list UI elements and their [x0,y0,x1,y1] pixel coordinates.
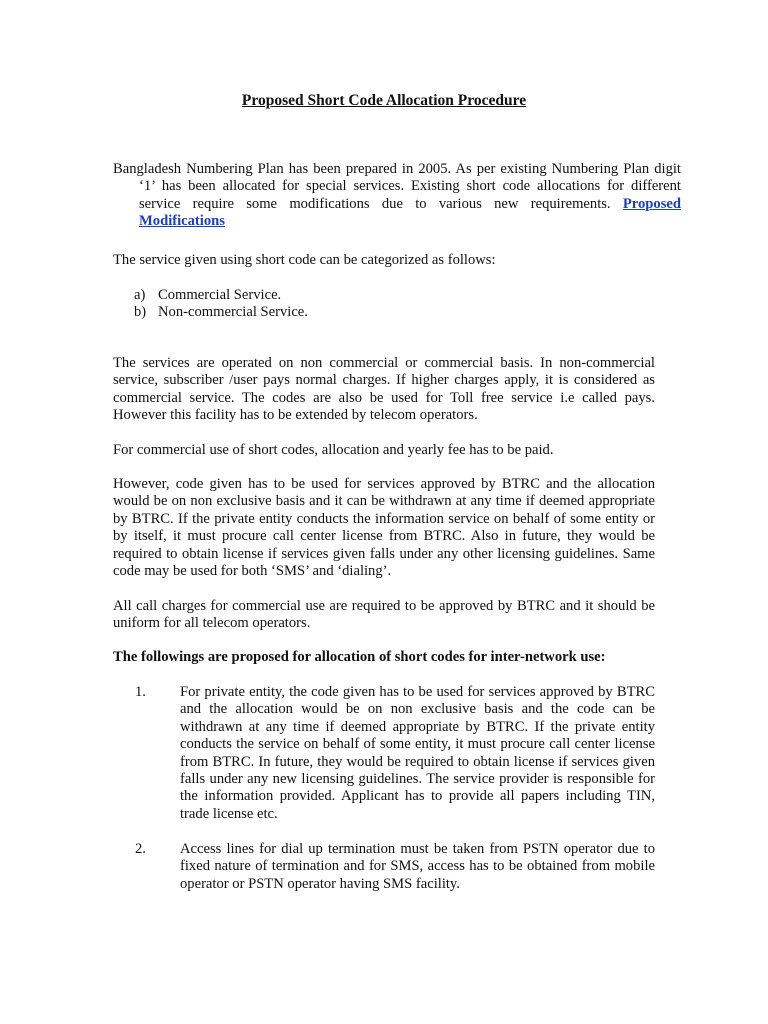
proposals-heading: The followings are proposed for allocation of short codes for inter-network use: [113,649,606,665]
proposal-text: Access lines for dial up termination must be taken from PSTN operator due to fixed nature of termination and for SMS, access has to be obtained from mobile operator or PSTN operator having SMS facility. [180,841,655,892]
proposal-number: 1. [135,684,146,700]
approval-paragraph: However, code given has to be used for services approved by BTRC and the allocation would be on non exclusive basis and it can be withdrawn at any time if deemed appropriate by BTRC. If the private entity conducts the information service on behalf of some entity or by itself, it must procure call center license from BTRC. Also in future, they would be required to obtain license if services given falls under any other licensing guidelines. Same code may be used for both ‘SMS’ and ‘dialing’. [113,476,655,580]
proposal-item-2 [113,841,655,893]
list-item [134,304,308,321]
proposal-text: For private entity, the code given has to be used for services approved by BTRC and the allocation would be on non exclusive basis and the code can be withdrawn at any time if deemed appropriate by BTRC. If the private entity conducts the service on behalf of some entity, it must procure call center license from BTRC. In future, they would be required to obtain license if services given falls under any new licensing guidelines. The service provider is responsible for the information provided. Applicant has to provide all papers including TIN, trade license etc. [180,684,655,822]
charges-paragraph: All call charges for commercial use are required to be approved by BTRC and it should be uniform for all telecom operators. [113,598,655,632]
list-marker: a) [134,287,146,303]
intro-paragraph [113,161,681,231]
categories-intro: The service given using short code can be categorized as follows: [113,252,496,268]
proposal-item-1 [113,684,655,823]
fee-paragraph: For commercial use of short codes, allocation and yearly fee has to be paid. [113,442,554,458]
categories-list [134,287,308,322]
proposal-number: 2. [135,841,146,857]
basis-paragraph: The services are operated on non commercial or commercial basis. In non-commercial service, subscriber /user pays normal charges. If higher charges apply, it is considered as commercial service. The codes are also be used for Toll free service i.e called pays. However this facility has to be extended by telecom operators. [113,355,655,424]
document-title: Proposed Short Code Allocation Procedure [241,92,527,109]
list-item [134,287,308,304]
list-item-label: Commercial Service. [158,287,282,303]
proposed-modifications-link[interactable]: Proposed Modifications [139,195,681,230]
list-item-label: Non-commercial Service. [158,304,308,321]
intro-text: Bangladesh Numbering Plan has been prepared in 2005. As per existing Numbering Plan digit ‘1’ has been allocated for special services. Existing short code allocations for different service require some modifications due to various new requirements. [113,161,681,212]
list-marker: b) [134,304,147,321]
